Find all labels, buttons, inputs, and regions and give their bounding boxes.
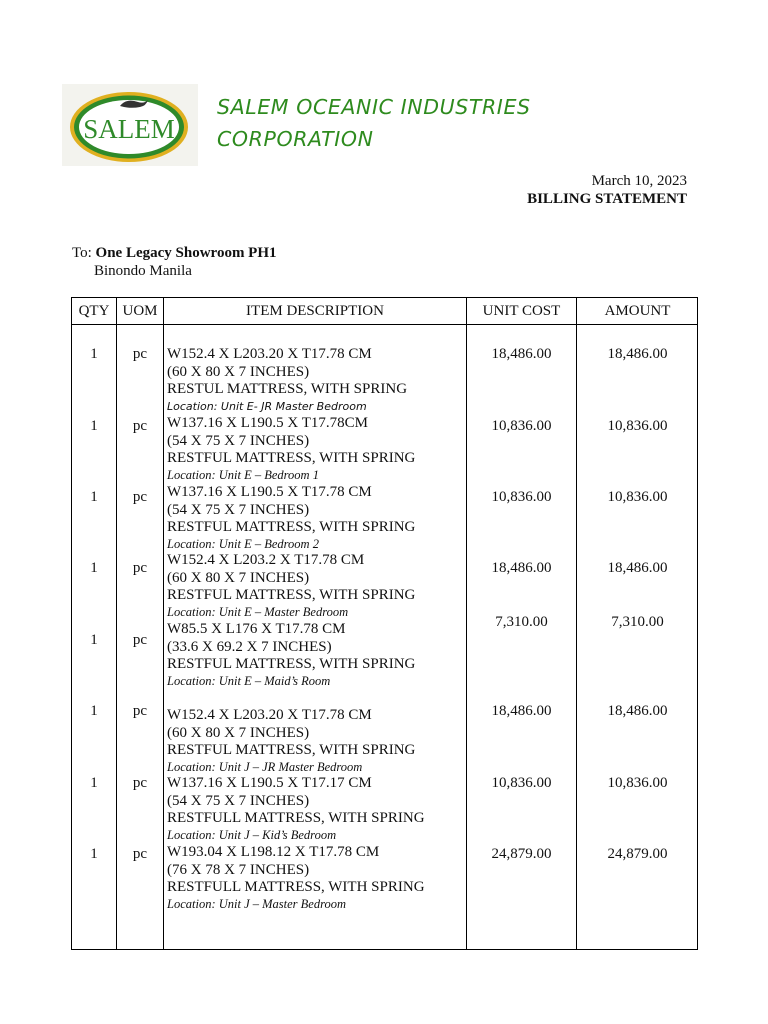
row-qty: 1 [90,346,98,362]
recipient-address: Binondo Manila [94,263,192,279]
row-item-name: RESTFUL MATTRESS, WITH SPRING [167,519,416,535]
header-qty: QTY [78,303,110,319]
row-uom: pc [132,560,148,576]
row-dimensions-cm: W137.16 X L190.5 X T17.78CM [167,415,368,431]
row-dimensions-cm: W137.16 X L190.5 X T17.78 CM [167,484,372,500]
header-amount: AMOUNT [604,303,671,319]
row-item-name: RESTFULL MATTRESS, WITH SPRING [167,879,425,895]
row-qty: 1 [90,418,98,434]
row-item-name: RESTUL MATTRESS, WITH SPRING [167,381,408,397]
row-location: Location: Unit J – JR Master Bedroom [167,759,363,774]
row-uom: pc [132,489,148,505]
billing-table [71,297,698,950]
recipient [72,245,277,262]
row-location: Location: Unit J – Master Bedroom [167,896,347,911]
row-uom: pc [132,846,148,862]
row-unit-cost: 10,836.00 [491,489,552,505]
header-unit-cost: UNIT COST [482,303,561,319]
company-logo [62,84,198,166]
row-description [167,415,415,483]
row-description [167,484,415,552]
logo-text: SALEM [83,114,175,144]
row-unit-cost: 7,310.00 [495,614,548,630]
row-unit-cost: 18,486.00 [491,346,552,362]
row-amount: 24,879.00 [607,846,668,862]
row-dimensions-inches: (33.6 X 69.2 X 7 INCHES) [167,638,332,655]
row-description [167,775,425,843]
row-location: Location: Unit J – Kid’s Bedroom [167,827,337,842]
row-qty: 1 [90,846,98,862]
row-dimensions-cm: W152.4 X L203.2 X T17.78 CM [167,552,365,568]
row-dimensions-inches: (60 X 80 X 7 INCHES) [167,724,310,741]
row-uom: pc [132,632,148,648]
header-divider [72,324,697,325]
header-description: ITEM DESCRIPTION [246,303,384,319]
row-uom: pc [132,703,148,719]
statement-date: March 10, 2023 [591,173,687,189]
header-uom: UOM [122,303,158,319]
row-qty: 1 [90,560,98,576]
row-item-name: RESTFUL MATTRESS, WITH SPRING [167,742,416,758]
row-amount: 7,310.00 [611,614,664,630]
row-unit-cost: 18,486.00 [491,703,552,719]
row-uom: pc [132,346,148,362]
recipient-name: One Legacy Showroom PH1 [95,245,277,261]
row-description [167,707,415,775]
row-location: Location: Unit E- JR Master Bedroom [167,399,367,413]
row-item-name: RESTFUL MATTRESS, WITH SPRING [167,450,416,466]
row-unit-cost: 10,836.00 [491,775,552,791]
row-description [167,621,415,689]
row-description [167,552,415,620]
company-name-line2: CORPORATION [217,127,374,151]
row-location: Location: Unit E – Bedroom 1 [167,467,319,482]
row-location: Location: Unit E – Bedroom 2 [167,536,319,551]
row-description [167,346,407,414]
row-dimensions-inches: (54 X 75 X 7 INCHES) [167,432,310,449]
row-dimensions-inches: (60 X 80 X 7 INCHES) [167,569,310,586]
column-divider [163,298,164,949]
row-dimensions-inches: (76 X 78 X 7 INCHES) [167,861,310,878]
row-qty: 1 [90,775,98,791]
row-unit-cost: 18,486.00 [491,560,552,576]
row-dimensions-cm: W193.04 X L198.12 X T17.78 CM [167,844,380,860]
row-uom: pc [132,775,148,791]
row-description [167,844,425,912]
row-location: Location: Unit E – Maid’s Room [167,673,331,688]
row-amount: 18,486.00 [607,560,668,576]
row-dimensions-cm: W152.4 X L203.20 X T17.78 CM [167,707,372,723]
row-amount: 10,836.00 [607,489,668,505]
row-dimensions-inches: (60 X 80 X 7 INCHES) [167,363,310,380]
row-dimensions-cm: W137.16 X L190.5 X T17.17 CM [167,775,372,791]
row-dimensions-cm: W85.5 X L176 X T17.78 CM [167,621,346,637]
company-name [217,91,531,155]
row-dimensions-inches: (54 X 75 X 7 INCHES) [167,792,310,809]
company-name-line1: SALEM OCEANIC INDUSTRIES [217,95,531,119]
row-location: Location: Unit E – Master Bedroom [167,604,349,619]
row-item-name: RESTFUL MATTRESS, WITH SPRING [167,656,416,672]
row-uom: pc [132,418,148,434]
recipient-prefix: To: [72,245,92,261]
row-item-name: RESTFUL MATTRESS, WITH SPRING [167,587,416,603]
row-qty: 1 [90,489,98,505]
row-item-name: RESTFULL MATTRESS, WITH SPRING [167,810,425,826]
document-title: BILLING STATEMENT [527,191,687,207]
row-amount: 18,486.00 [607,346,668,362]
row-dimensions-cm: W152.4 X L203.20 X T17.78 CM [167,346,372,362]
row-qty: 1 [90,632,98,648]
row-amount: 18,486.00 [607,703,668,719]
row-amount: 10,836.00 [607,775,668,791]
row-qty: 1 [90,703,98,719]
row-dimensions-inches: (54 X 75 X 7 INCHES) [167,501,310,518]
row-amount: 10,836.00 [607,418,668,434]
row-unit-cost: 10,836.00 [491,418,552,434]
row-unit-cost: 24,879.00 [491,846,552,862]
